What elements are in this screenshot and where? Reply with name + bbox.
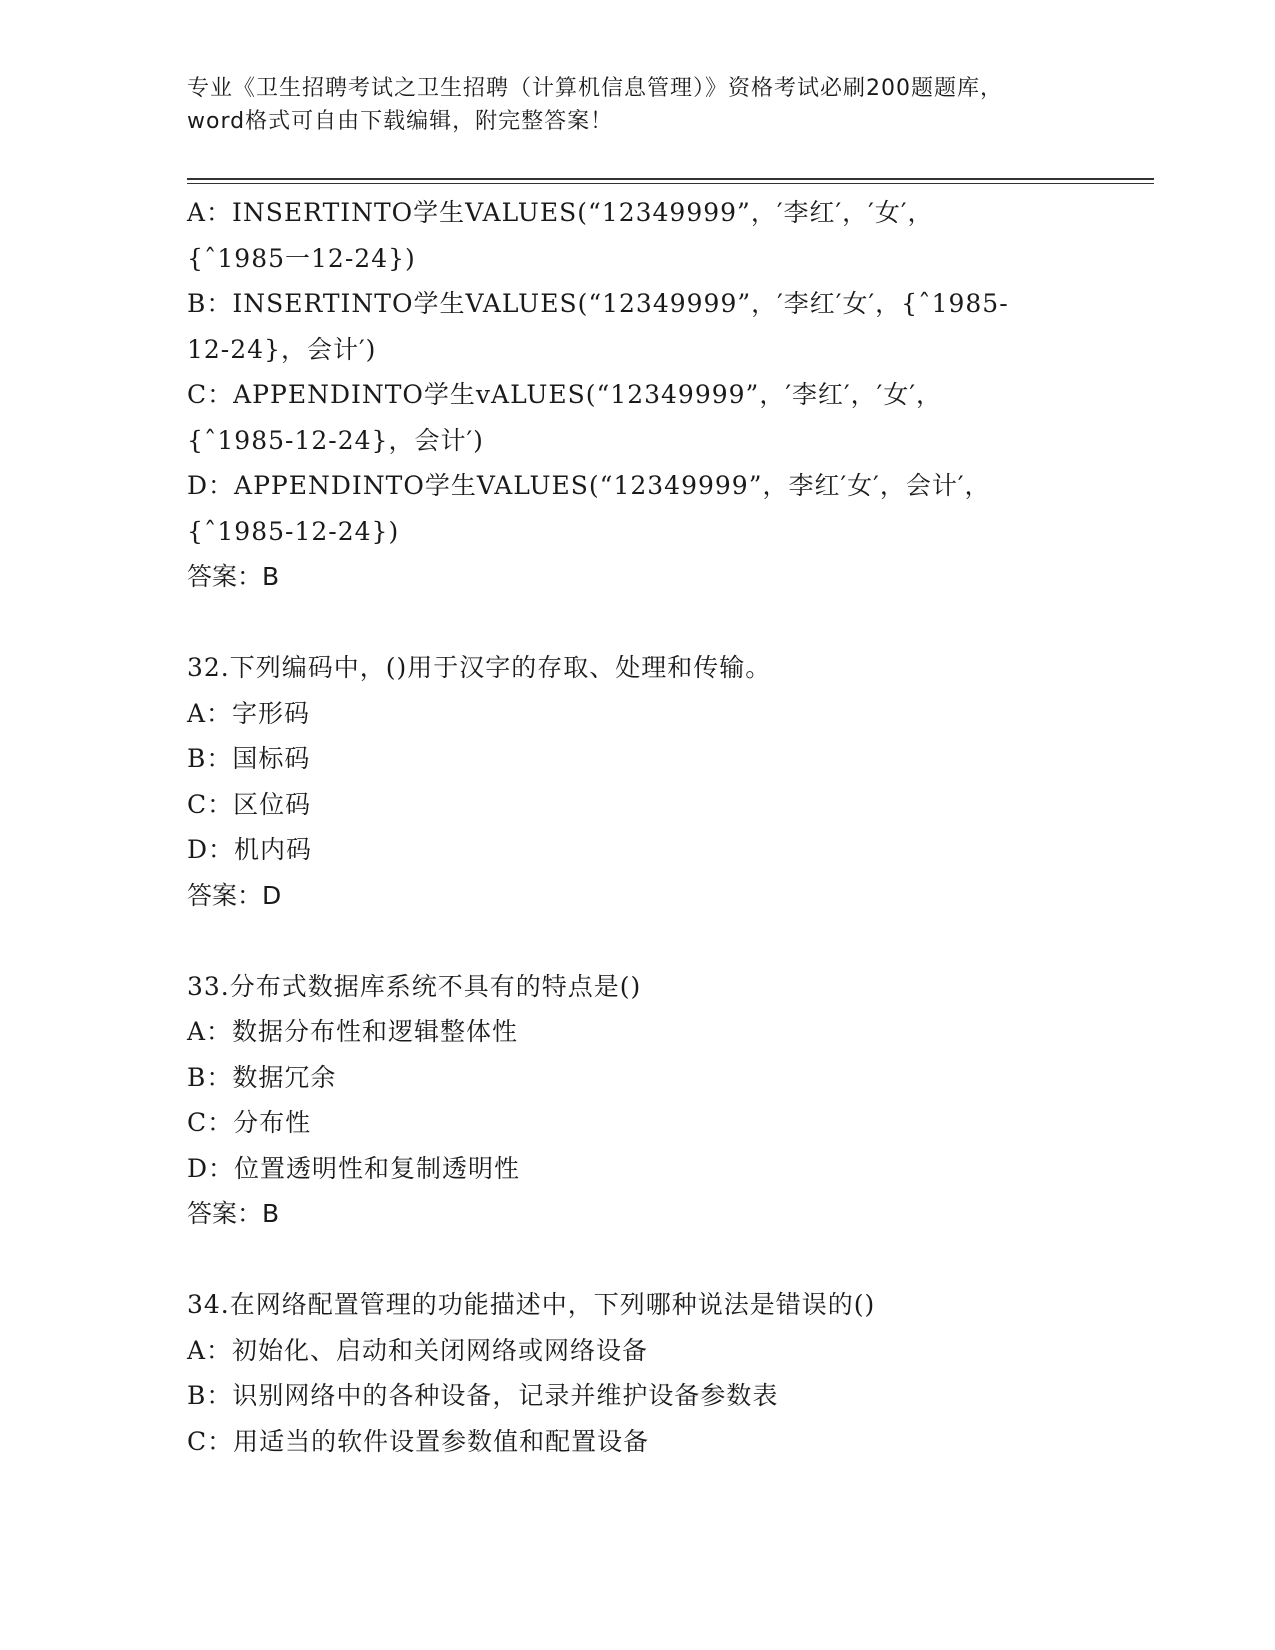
q33-option-a: A：数据分布性和逻辑整体性 <box>187 1017 519 1046</box>
q33-option-c: C：分布性 <box>187 1108 312 1137</box>
q34-question: 34.在网络配置管理的功能描述中，下列哪种说法是错误的() <box>187 1290 876 1319</box>
question-31-block <box>187 190 1087 600</box>
q32-option-d: D：机内码 <box>187 835 313 864</box>
q31-option-line: C：APPENDINTO学生vALUES(“12349999”，′李红′，′女′， <box>187 380 943 409</box>
document-header <box>187 72 1087 138</box>
q33-option-b: B：数据冗余 <box>187 1062 337 1092</box>
q32-option-b: B：国标码 <box>187 744 311 773</box>
q34-option-a: A：初始化、启动和关闭网络或网络设备 <box>187 1335 649 1365</box>
header-line-1: 专业《卫生招聘考试之卫生招聘（计算机信息管理）》资格考试必刷200题题库， <box>187 76 1003 101</box>
q32-option-c: C：区位码 <box>187 789 312 819</box>
q31-option-line: {ˆ1985-12-24}) <box>187 516 400 546</box>
question-33-block <box>187 964 1087 1237</box>
header-divider-thin <box>187 183 1154 184</box>
q31-option-line: B：INSERTINTO学生VALUES(“12349999”，′李红′女′，{ˆ1985- <box>187 289 1009 318</box>
header-line-2: word格式可自由下载编辑，附完整答案！ <box>187 109 614 134</box>
header-divider <box>187 178 1154 180</box>
q31-answer: 答案：B <box>187 562 280 591</box>
question-content <box>187 190 1087 1464</box>
q32-answer: 答案：D <box>187 880 282 910</box>
q32-question: 32.下列编码中，()用于汉字的存取、处理和传输。 <box>187 653 772 682</box>
q33-answer: 答案：B <box>187 1199 280 1228</box>
q31-option-line: {ˆ1985一12-24}) <box>187 243 416 273</box>
q33-question: 33.分布式数据库系统不具有的特点是() <box>187 971 642 1001</box>
q31-option-line: A：INSERTINTO学生VALUES(“12349999”，′李红′，′女′， <box>187 198 934 227</box>
q31-option-line: {ˆ1985-12-24}，会计′) <box>187 425 484 455</box>
q33-option-d: D：位置透明性和复制透明性 <box>187 1153 521 1183</box>
question-32-block <box>187 645 1087 918</box>
q32-option-a: A：字形码 <box>187 698 311 728</box>
q34-option-b: B：识别网络中的各种设备，记录并维护设备参数表 <box>187 1381 779 1410</box>
q34-option-c: C：用适当的软件设置参数值和配置设备 <box>187 1426 650 1456</box>
question-34-block <box>187 1282 1087 1464</box>
q31-option-line: D：APPENDINTO学生VALUES(“12349999”，李红′女′，会计′， <box>187 471 991 500</box>
q31-option-line: 12-24}，会计′) <box>187 334 377 364</box>
